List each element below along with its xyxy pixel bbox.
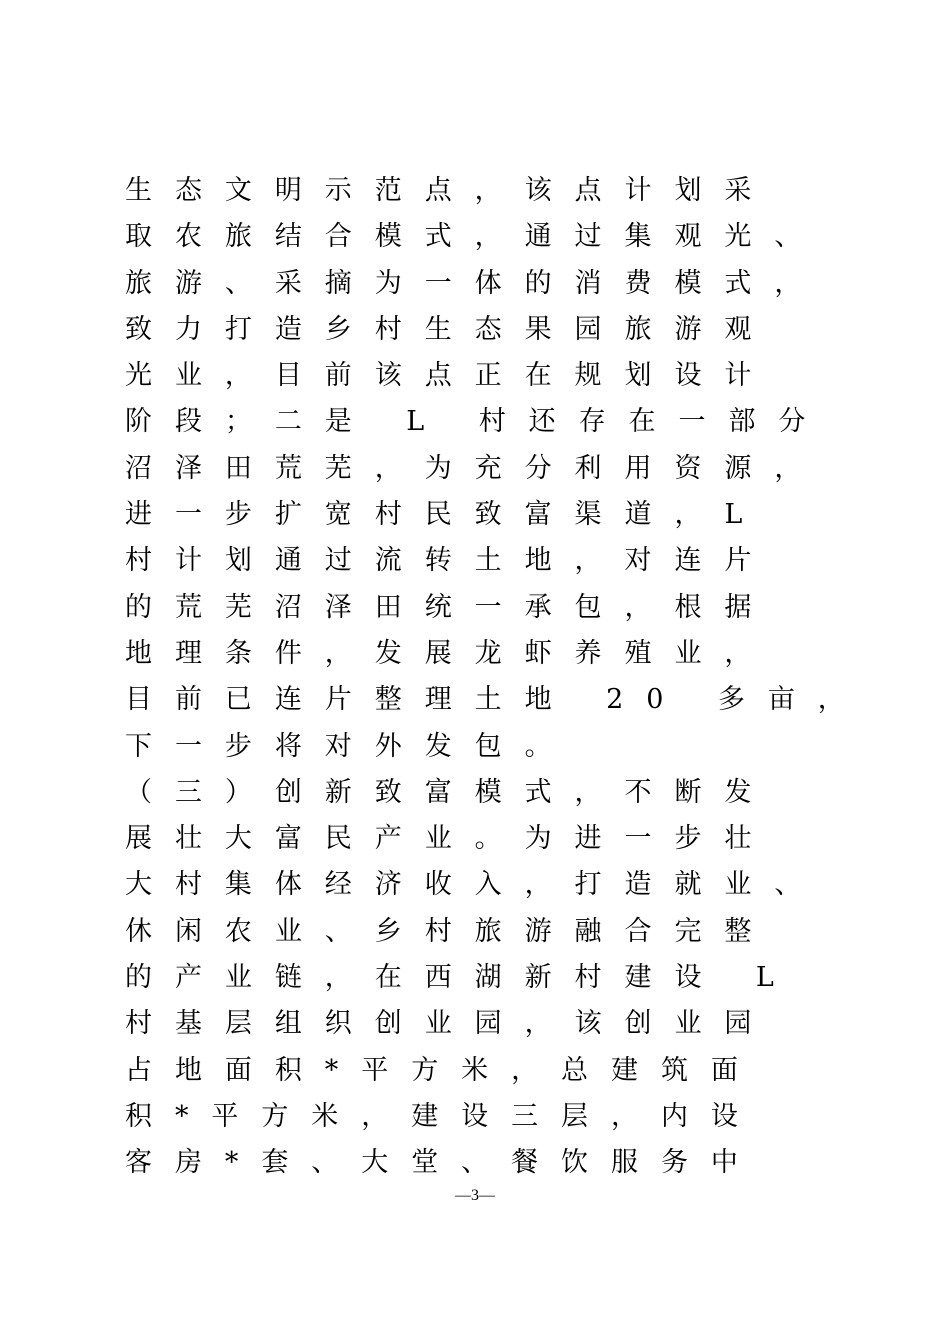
section-heading-line: （三）创新致富模式，不断发 xyxy=(125,776,775,808)
text-line: 地理条件，发展龙虾养殖业， xyxy=(125,637,775,669)
text-line: 目前已连片整理土地 20 多亩， xyxy=(125,684,868,716)
text-line: 客房*套、大堂、餐饮服务中 xyxy=(125,1147,761,1179)
text-line: 村计划通过流转土地，对连片 xyxy=(125,545,775,577)
text-line: 占地面积*平方米，总建筑面 xyxy=(125,1054,761,1086)
text-line: 下一步将对外发包。 xyxy=(125,730,575,762)
text-line: 休闲农业、乡村旅游融合完整 xyxy=(125,915,775,947)
body-text xyxy=(125,168,868,1187)
text-line: 生态文明示范点，该点计划采 xyxy=(125,175,775,206)
text-line: 光业，目前该点正在规划设计 xyxy=(125,360,775,392)
text-line: 村基层组织创业园，该创业园 xyxy=(125,1008,775,1040)
text-line: 展壮大富民产业。为进一步壮 xyxy=(125,823,775,855)
text-line: 致力打造乡村生态果园旅游观 xyxy=(125,313,775,345)
text-line: 沼泽田荒芜，为充分利用资源， xyxy=(125,452,825,484)
page-number: —3— xyxy=(455,1187,495,1204)
text-line: 旅游、采摘为一体的消费模式， xyxy=(125,267,825,299)
text-line: 大村集体经济收入，打造就业、 xyxy=(125,869,825,901)
text-line: 的荒芜沼泽田统一承包，根据 xyxy=(125,591,775,623)
text-line: 阶段；二是 L 村还存在一部分 xyxy=(125,406,829,438)
text-line: 取农旅结合模式，通过集观光、 xyxy=(125,221,825,253)
text-line: 积*平方米，建设三层，内设 xyxy=(125,1100,761,1132)
text-line: 进一步扩宽村民致富渠道，L xyxy=(125,499,766,531)
text-line: 的产业链，在西湖新村建设 L xyxy=(125,962,797,994)
